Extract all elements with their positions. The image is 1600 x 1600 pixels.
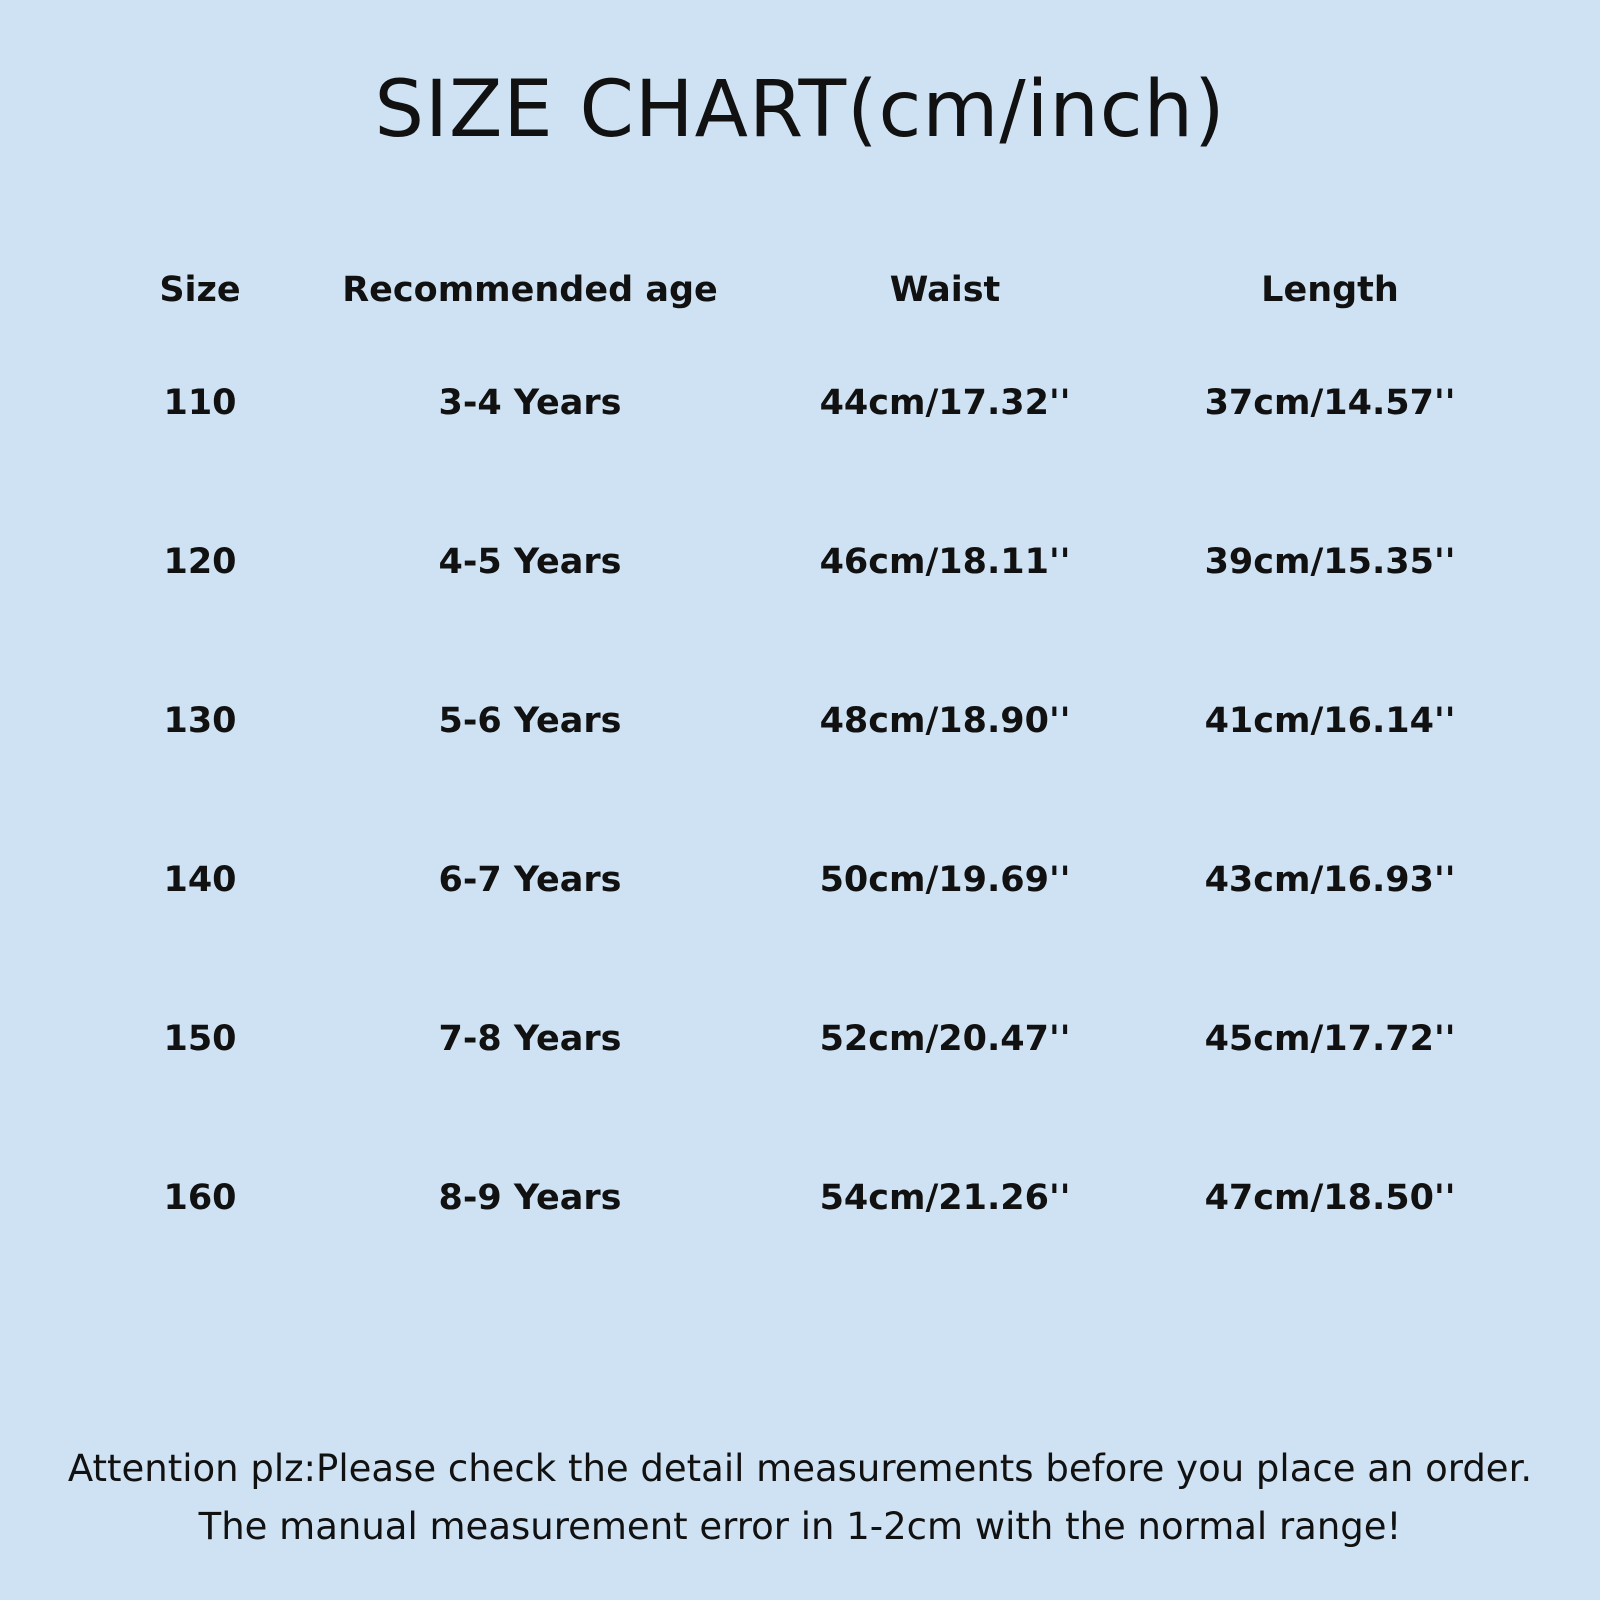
column-header-length: Length (1261, 269, 1399, 310)
cell-age: 7-8 Years (438, 1019, 622, 1060)
attention-note-line-2: The manual measurement error in 1-2cm with the normal range! (198, 1505, 1402, 1549)
cell-age: 8-9 Years (438, 1178, 622, 1219)
cell-waist: 44cm/17.32'' (819, 383, 1071, 424)
cell-waist: 54cm/21.26'' (819, 1178, 1071, 1219)
table-row (85, 960, 1515, 1119)
cell-size: 160 (163, 1178, 237, 1219)
cell-size: 110 (163, 383, 237, 424)
cell-length: 45cm/17.72'' (1204, 1019, 1456, 1060)
cell-length: 37cm/14.57'' (1204, 383, 1456, 424)
cell-age: 4-5 Years (438, 542, 622, 583)
table-header-row (85, 270, 1515, 324)
cell-length: 43cm/16.93'' (1204, 860, 1456, 901)
table-row (85, 324, 1515, 483)
cell-size: 150 (163, 1019, 237, 1060)
table-row (85, 642, 1515, 801)
cell-waist: 50cm/19.69'' (819, 860, 1071, 901)
attention-note-line-1: Attention plz:Please check the detail measurements before you place an order. (67, 1446, 1533, 1490)
cell-waist: 52cm/20.47'' (819, 1019, 1071, 1060)
cell-age: 3-4 Years (438, 383, 622, 424)
table-row (85, 801, 1515, 960)
cell-size: 120 (163, 542, 237, 583)
column-header-size: Size (159, 269, 241, 310)
cell-age: 6-7 Years (438, 860, 622, 901)
column-header-waist: Waist (889, 269, 1001, 310)
cell-size: 140 (163, 860, 237, 901)
cell-length: 47cm/18.50'' (1204, 1178, 1456, 1219)
cell-age: 5-6 Years (438, 701, 622, 742)
cell-size: 130 (163, 701, 237, 742)
table-row (85, 483, 1515, 642)
cell-length: 41cm/16.14'' (1204, 701, 1456, 742)
cell-waist: 46cm/18.11'' (819, 542, 1071, 583)
column-header-recommended-age: Recommended age (342, 269, 718, 310)
size-chart-table (85, 270, 1515, 1278)
cell-length: 39cm/15.35'' (1204, 542, 1456, 583)
table-row (85, 1119, 1515, 1278)
attention-note (0, 1443, 1600, 1554)
cell-waist: 48cm/18.90'' (819, 701, 1071, 742)
page-title: SIZE CHART(cm/inch) (374, 65, 1226, 155)
